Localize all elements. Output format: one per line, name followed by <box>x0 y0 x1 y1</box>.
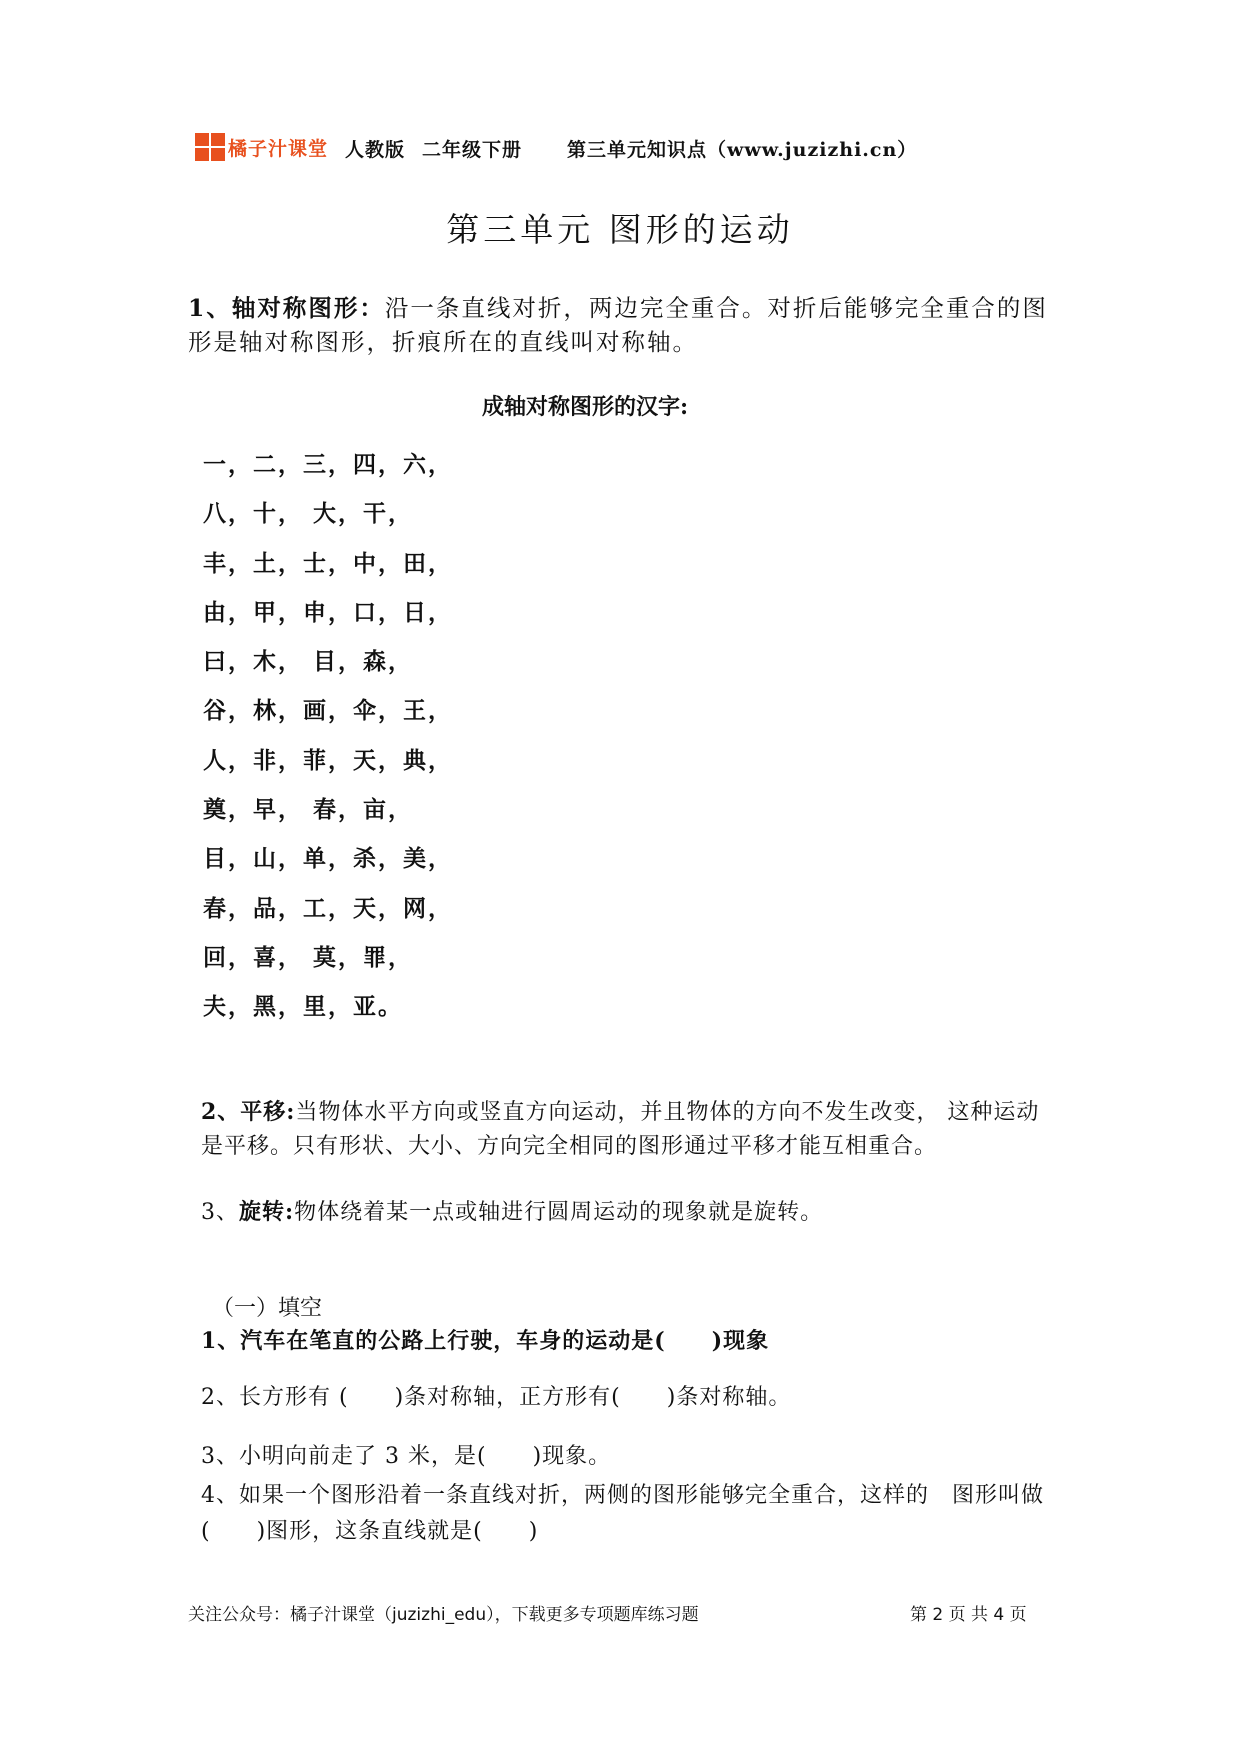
character-row: 由，甲，申，口，日， <box>203 598 453 626</box>
character-row: 谷，林，画，伞，王， <box>203 697 453 725</box>
character-row: 夫，黑，里，亚。 <box>203 993 403 1021</box>
axial-symmetry-definition <box>188 291 1058 359</box>
character-row: 人，非，菲，天，典， <box>203 746 453 774</box>
rotation-text: 物体绕着某一点或轴进行圆周运动的现象就是旋转。 <box>294 1200 824 1225</box>
translation-label: 2、平移: <box>201 1099 296 1125</box>
brand-name: 橘子汁课堂 <box>228 138 329 160</box>
character-row: 八，十， 大，干， <box>203 500 414 528</box>
header-grade: 二年级下册 <box>422 139 523 161</box>
axial-symmetry-text: 沿一条直线对折，两边完全重合。对折后能够完全重合的图形是轴对称图形，折痕所在的直线叫对称轴。 <box>188 294 1048 356</box>
character-row: 回，喜， 莫，罪， <box>203 943 414 971</box>
question-3: 3、小明向前走了 3 米，是( )现象。 <box>201 1444 612 1469</box>
character-row: 一，二，三，四，六， <box>203 451 453 478</box>
axial-symmetry-label: 1、轴对称图形： <box>188 294 385 322</box>
fill-in-blank-heading: （一）填空 <box>212 1296 323 1321</box>
page-title: 第三单元 图形的运动 <box>446 210 794 249</box>
character-row: 目，山，单，杀，美， <box>203 845 453 873</box>
translation-text: 当物体水平方向或竖直方向运动，并且物体的方向不发生改变， 这种运动是平移。只有形状、大小、方向完全相同的图形通过平移才能互相重合。 <box>201 1100 1040 1159</box>
translation-definition <box>201 1095 1061 1164</box>
character-row: 春，品，工，天，网， <box>203 894 453 922</box>
header-edition: 人教版 <box>345 139 406 161</box>
header-unit-info: 第三单元知识点（www.juzizhi.cn） <box>567 139 918 161</box>
page-number: 第 2 页 共 4 页 <box>910 1605 1027 1625</box>
character-row: 丰，土，士，中，田， <box>203 549 453 577</box>
footer-promo: 关注公众号：橘子汁课堂（juzizhi_edu），下载更多专项题库练习题 <box>188 1605 699 1625</box>
question-2: 2、长方形有 ( )条对称轴，正方形有( )条对称轴。 <box>201 1385 792 1410</box>
symmetric-characters-heading: 成轴对称图形的汉字: <box>481 394 689 420</box>
character-row: 曰，木， 目，森， <box>203 648 414 676</box>
rotation-definition <box>201 1195 823 1226</box>
rotation-label: 旋转: <box>239 1199 295 1225</box>
brand-logo-icon <box>195 133 227 163</box>
character-row: 奠，早， 春，亩， <box>203 796 414 824</box>
question-4: 4、如果一个图形沿着一条直线对折，两侧的图形能够完全重合，这样的 图形叫做( )图形，这条直线就是( ) <box>201 1483 1044 1544</box>
question-1: 1、汽车在笔直的公路上行驶，车身的运动是( )现象 <box>201 1328 770 1354</box>
symmetric-characters-list <box>203 446 503 1038</box>
rotation-number: 3、 <box>201 1200 239 1225</box>
